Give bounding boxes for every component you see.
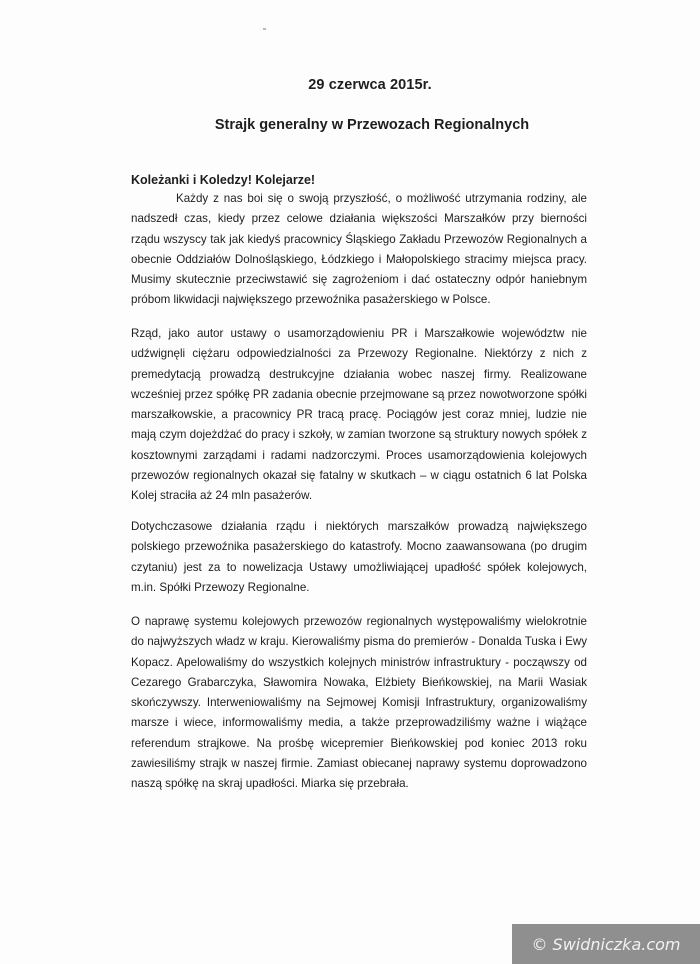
- greeting: Koleżanki i Koledzy! Kolejarze!: [131, 173, 316, 187]
- document-date: 29 czerwca 2015r.: [308, 77, 432, 93]
- paragraph-3: Dotychczasowe działania rządu i niektórych marszałków prowadzą największego polskiego przewoźnika pasażerskiego do katastrofy. Mocno zaawansowana (po drugim czytaniu) jest za to nowelizacja Ustawy umożliwiającej upadłość spółek kolejowych, m.in. Spółki Przewozy Regionalne.: [131, 520, 587, 594]
- watermark: © Swidniczka.com: [512, 924, 700, 964]
- scan-speck: [263, 28, 266, 30]
- paragraph-2: Rząd, jako autor ustawy o usamorządowieniu PR i Marszałkowie województw nie udźwignęli ciężaru odpowiedzialności za Przewozy Regionalne. Niektórzy z nich z premedytacją prowadzą destrukcyjne działania wobec naszej firmy. Realizowane wcześniej przez spółkę PR zadania obecnie przejmowane są przez nowotworzone spółki marszałkowskie, a pracownicy PR tracą pracę. Pociągów jest coraz mniej, ludzie nie mają czym dojeżdżać do pracy i szkoły, w zamian tworzone są struktury nowych spółek z kosztownymi zarządami i radami nadzorczymi. Proces usamorządowienia kolejowych przewozów regionalnych okazał się fatalny w skutkach – w ciągu ostatnich 6 lat Polska Kolej straciła aż 24 mln pasażerów.: [131, 327, 587, 503]
- document-title: Strajk generalny w Przewozach Regionalnych: [214, 117, 530, 133]
- paragraph-4: O naprawę systemu kolejowych przewozów regionalnych występowaliśmy wielokrotnie do najwyższych władz w kraju. Kierowaliśmy pisma do premierów - Donalda Tuska i Ewy Kopacz. Apelowaliśmy do wszystkich kolejnych ministrów infrastruktury - począwszy od Cezarego Grabarczyka, Sławomira Nowaka, Elżbiety Bieńkowskiej, na Marii Wasiak skończywszy. Interweniowaliśmy na Sejmowej Komisji Infrastruktury, organizowaliśmy marsze i wiece, informowaliśmy media, a także przeprowadziliśmy ważne i wiążące referendum strajkowe. Na prośbę wicepremier Bieńkowskiej pod koniec 2013 roku zawiesiliśmy strajk w naszej firmie. Zamiast obiecanej naprawy systemu doprowadzono naszą spółkę na skraj upadłości. Miarka się przebrała.: [131, 615, 587, 791]
- paragraph-1: Każdy z nas boi się o swoją przyszłość, o możliwość utrzymania rodziny, ale nadszedł czas, kiedy przez celowe działania większości Marszałków przy bierności rządu wszyscy tak jak kiedyś pracownicy Śląskiego Zakładu Przewozów Regionalnych a obecnie Oddziałów Dolnośląskiego, Łódzkiego i Małopolskiego stracimy miejsca pracy. Musimy skutecznie przeciwstawić się zagrożeniom i dać ostateczny odpór haniebnym próbom likwidacji największego przewoźnika pasażerskiego w Polsce.: [131, 192, 587, 307]
